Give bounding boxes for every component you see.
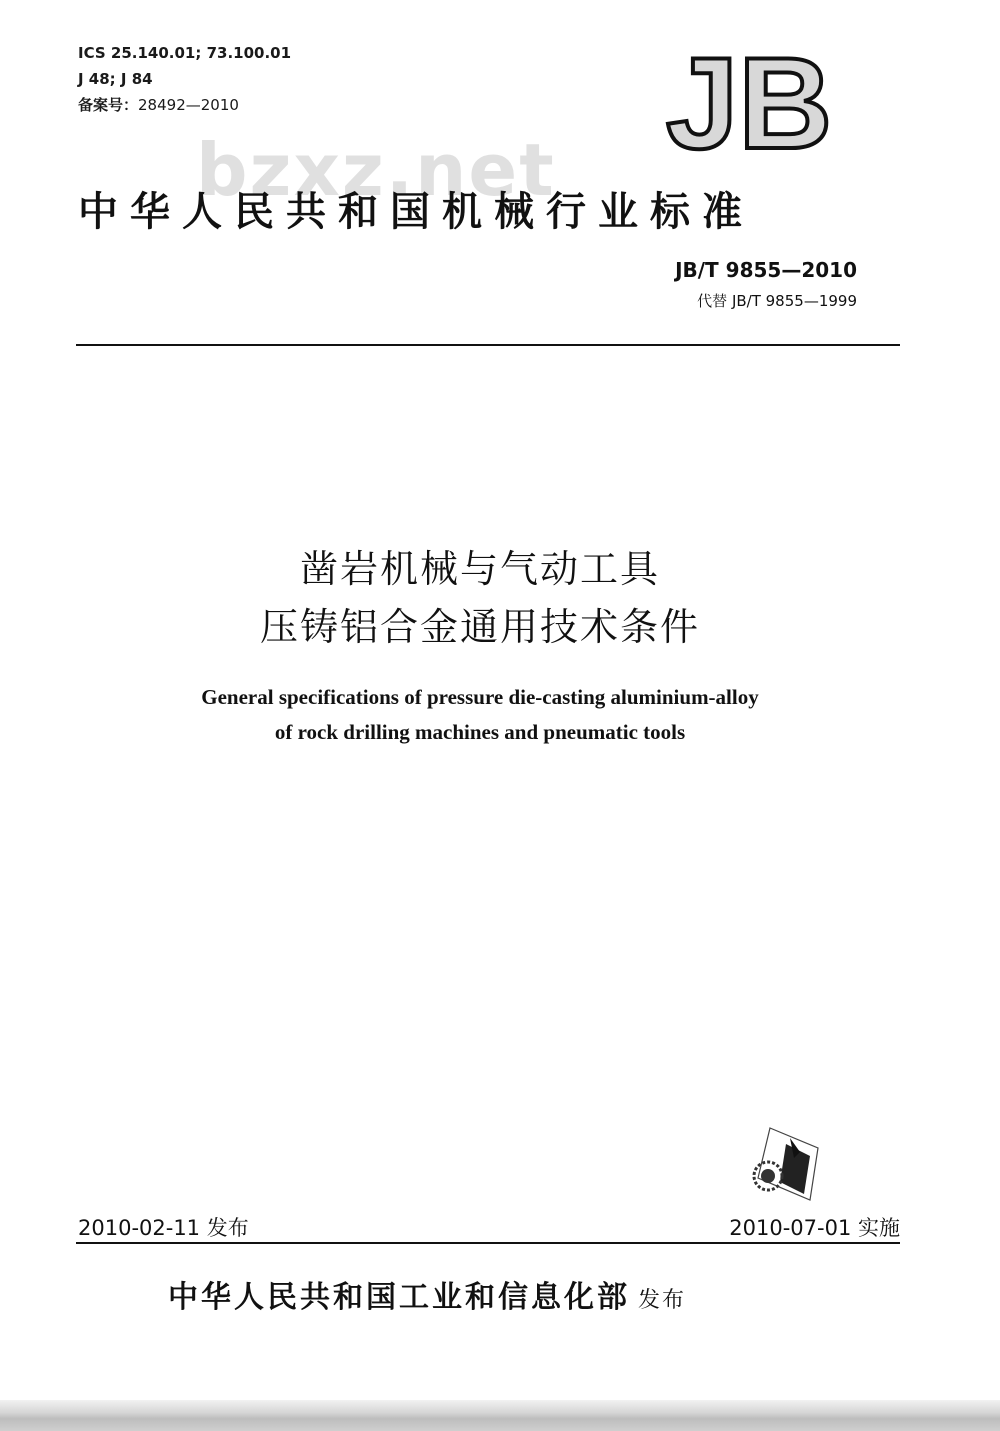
publisher-seal	[740, 1118, 836, 1208]
publisher-suffix: 发布	[638, 1288, 687, 1313]
jb-logo	[662, 40, 862, 160]
title-cn-line2: 压铸铝合金通用技术条件	[259, 605, 700, 649]
watermark: bzxz.net	[196, 128, 556, 212]
publisher	[168, 1272, 686, 1316]
header-divider	[76, 344, 900, 346]
ics-code: ICS 25.140.01; 73.100.01	[78, 44, 292, 62]
publish-date: 2010-02-11 发布	[78, 1216, 249, 1240]
ccs-code: J 48; J 84	[78, 70, 153, 88]
footer-divider	[76, 1242, 900, 1244]
publisher-name: 中华人民共和国工业和信息化部	[168, 1280, 630, 1315]
record-value: 28492—2010	[138, 96, 239, 114]
org-title: 中华人民共和国机械行业标准	[78, 189, 754, 235]
title-en-line2: of rock drilling machines and pneumatic tools	[274, 720, 686, 744]
standard-number: JB/T 9855—2010	[675, 258, 857, 282]
replaces-standard: 代替 JB/T 9855—1999	[697, 292, 857, 310]
scan-edge	[0, 1400, 1000, 1431]
record-number	[78, 96, 239, 114]
jb-logo-text: JB	[666, 40, 833, 160]
implementation-date: 2010-07-01 实施	[729, 1216, 900, 1240]
title-en-line1: General specifications of pressure die-casting aluminium-alloy	[201, 685, 759, 709]
title-cn-line1: 凿岩机械与气动工具	[299, 547, 660, 591]
record-label: 备案号：	[78, 96, 139, 114]
